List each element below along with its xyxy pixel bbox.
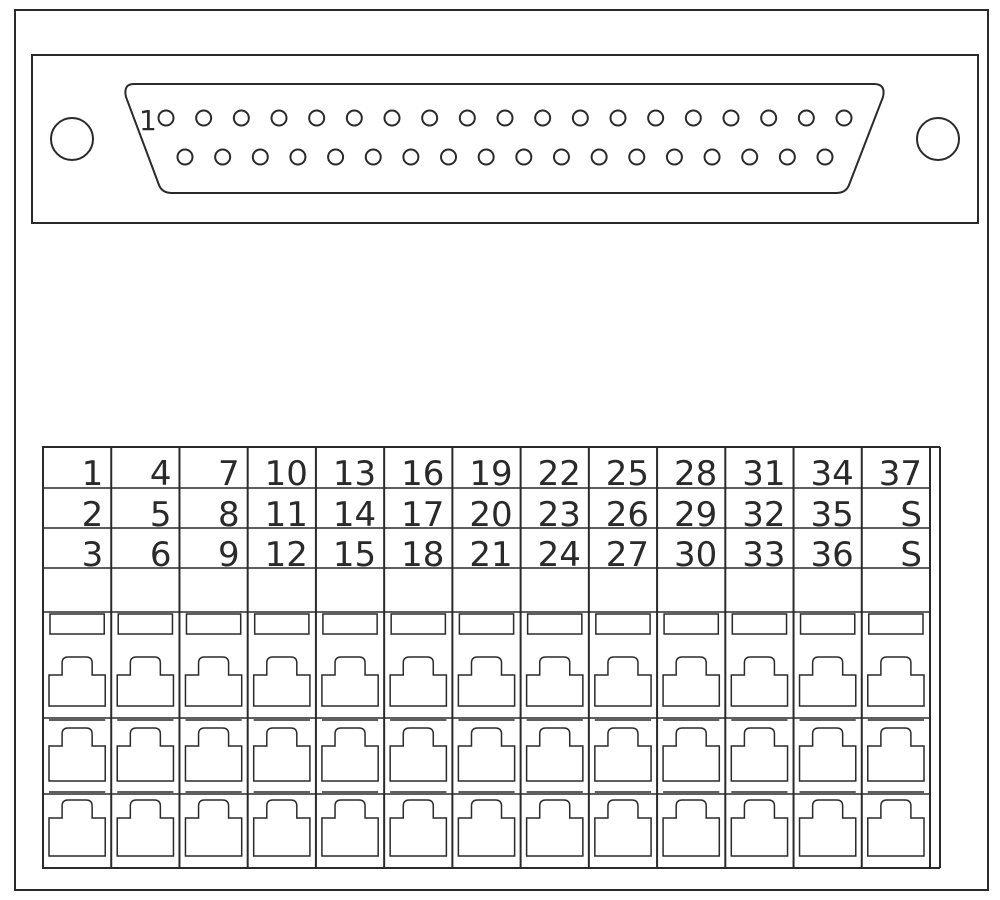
terminal-slot: [391, 614, 445, 634]
terminal-slot: [323, 614, 377, 634]
terminal-slot: [459, 614, 513, 634]
terminal-slot: [869, 614, 923, 634]
terminal-label: 19: [469, 454, 513, 494]
terminal-label: 16: [401, 454, 445, 494]
terminal-slot: [596, 614, 650, 634]
terminal-label: 22: [537, 454, 581, 494]
pin-one-label: 1: [139, 104, 157, 137]
terminal-label: 27: [605, 535, 650, 575]
terminal-label: 1: [81, 454, 104, 494]
terminal-label: S: [900, 495, 922, 535]
terminal-label: 9: [218, 535, 240, 575]
dsub-connector-shell: [125, 84, 883, 193]
terminal-label: 15: [332, 535, 377, 575]
terminal-label: 35: [810, 495, 854, 535]
terminal-label: 26: [605, 495, 650, 535]
terminal-label: 33: [742, 535, 786, 575]
terminal-label: 32: [742, 495, 786, 535]
terminal-label: 31: [742, 454, 786, 494]
terminal-slot: [732, 614, 786, 634]
terminal-label: 37: [878, 454, 922, 494]
terminal-label: 29: [674, 495, 718, 535]
terminal-label: 25: [605, 454, 650, 494]
terminal-label: 24: [537, 535, 581, 575]
terminal-label: 30: [674, 535, 718, 575]
terminal-label: S: [900, 535, 922, 575]
terminal-slot: [664, 614, 718, 634]
terminal-slot: [186, 614, 240, 634]
terminal-label: 11: [264, 495, 308, 535]
terminal-label: 18: [401, 535, 445, 575]
terminal-label: 12: [264, 535, 308, 575]
terminal-label: 5: [149, 495, 172, 535]
terminal-slot: [50, 614, 104, 634]
terminal-label: 4: [149, 454, 172, 494]
terminal-label: 20: [469, 495, 513, 535]
terminal-label: 10: [264, 454, 308, 494]
terminal-label: 14: [332, 495, 377, 535]
terminal-label: 34: [810, 454, 854, 494]
terminal-label: 2: [81, 495, 104, 535]
terminal-label: 3: [81, 535, 104, 575]
terminal-label: 13: [332, 454, 377, 494]
terminal-label: 6: [149, 535, 172, 575]
terminal-label: 23: [537, 495, 581, 535]
terminal-label: 28: [674, 454, 718, 494]
terminal-slot: [801, 614, 855, 634]
terminal-label: 36: [810, 535, 854, 575]
terminal-slot: [255, 614, 309, 634]
terminal-label: 8: [218, 495, 240, 535]
terminal-label: 21: [469, 535, 513, 575]
terminal-block: [43, 447, 940, 868]
terminal-slot: [118, 614, 172, 634]
terminal-label: 17: [401, 495, 445, 535]
terminal-label: 7: [218, 454, 240, 494]
terminal-slot: [528, 614, 582, 634]
